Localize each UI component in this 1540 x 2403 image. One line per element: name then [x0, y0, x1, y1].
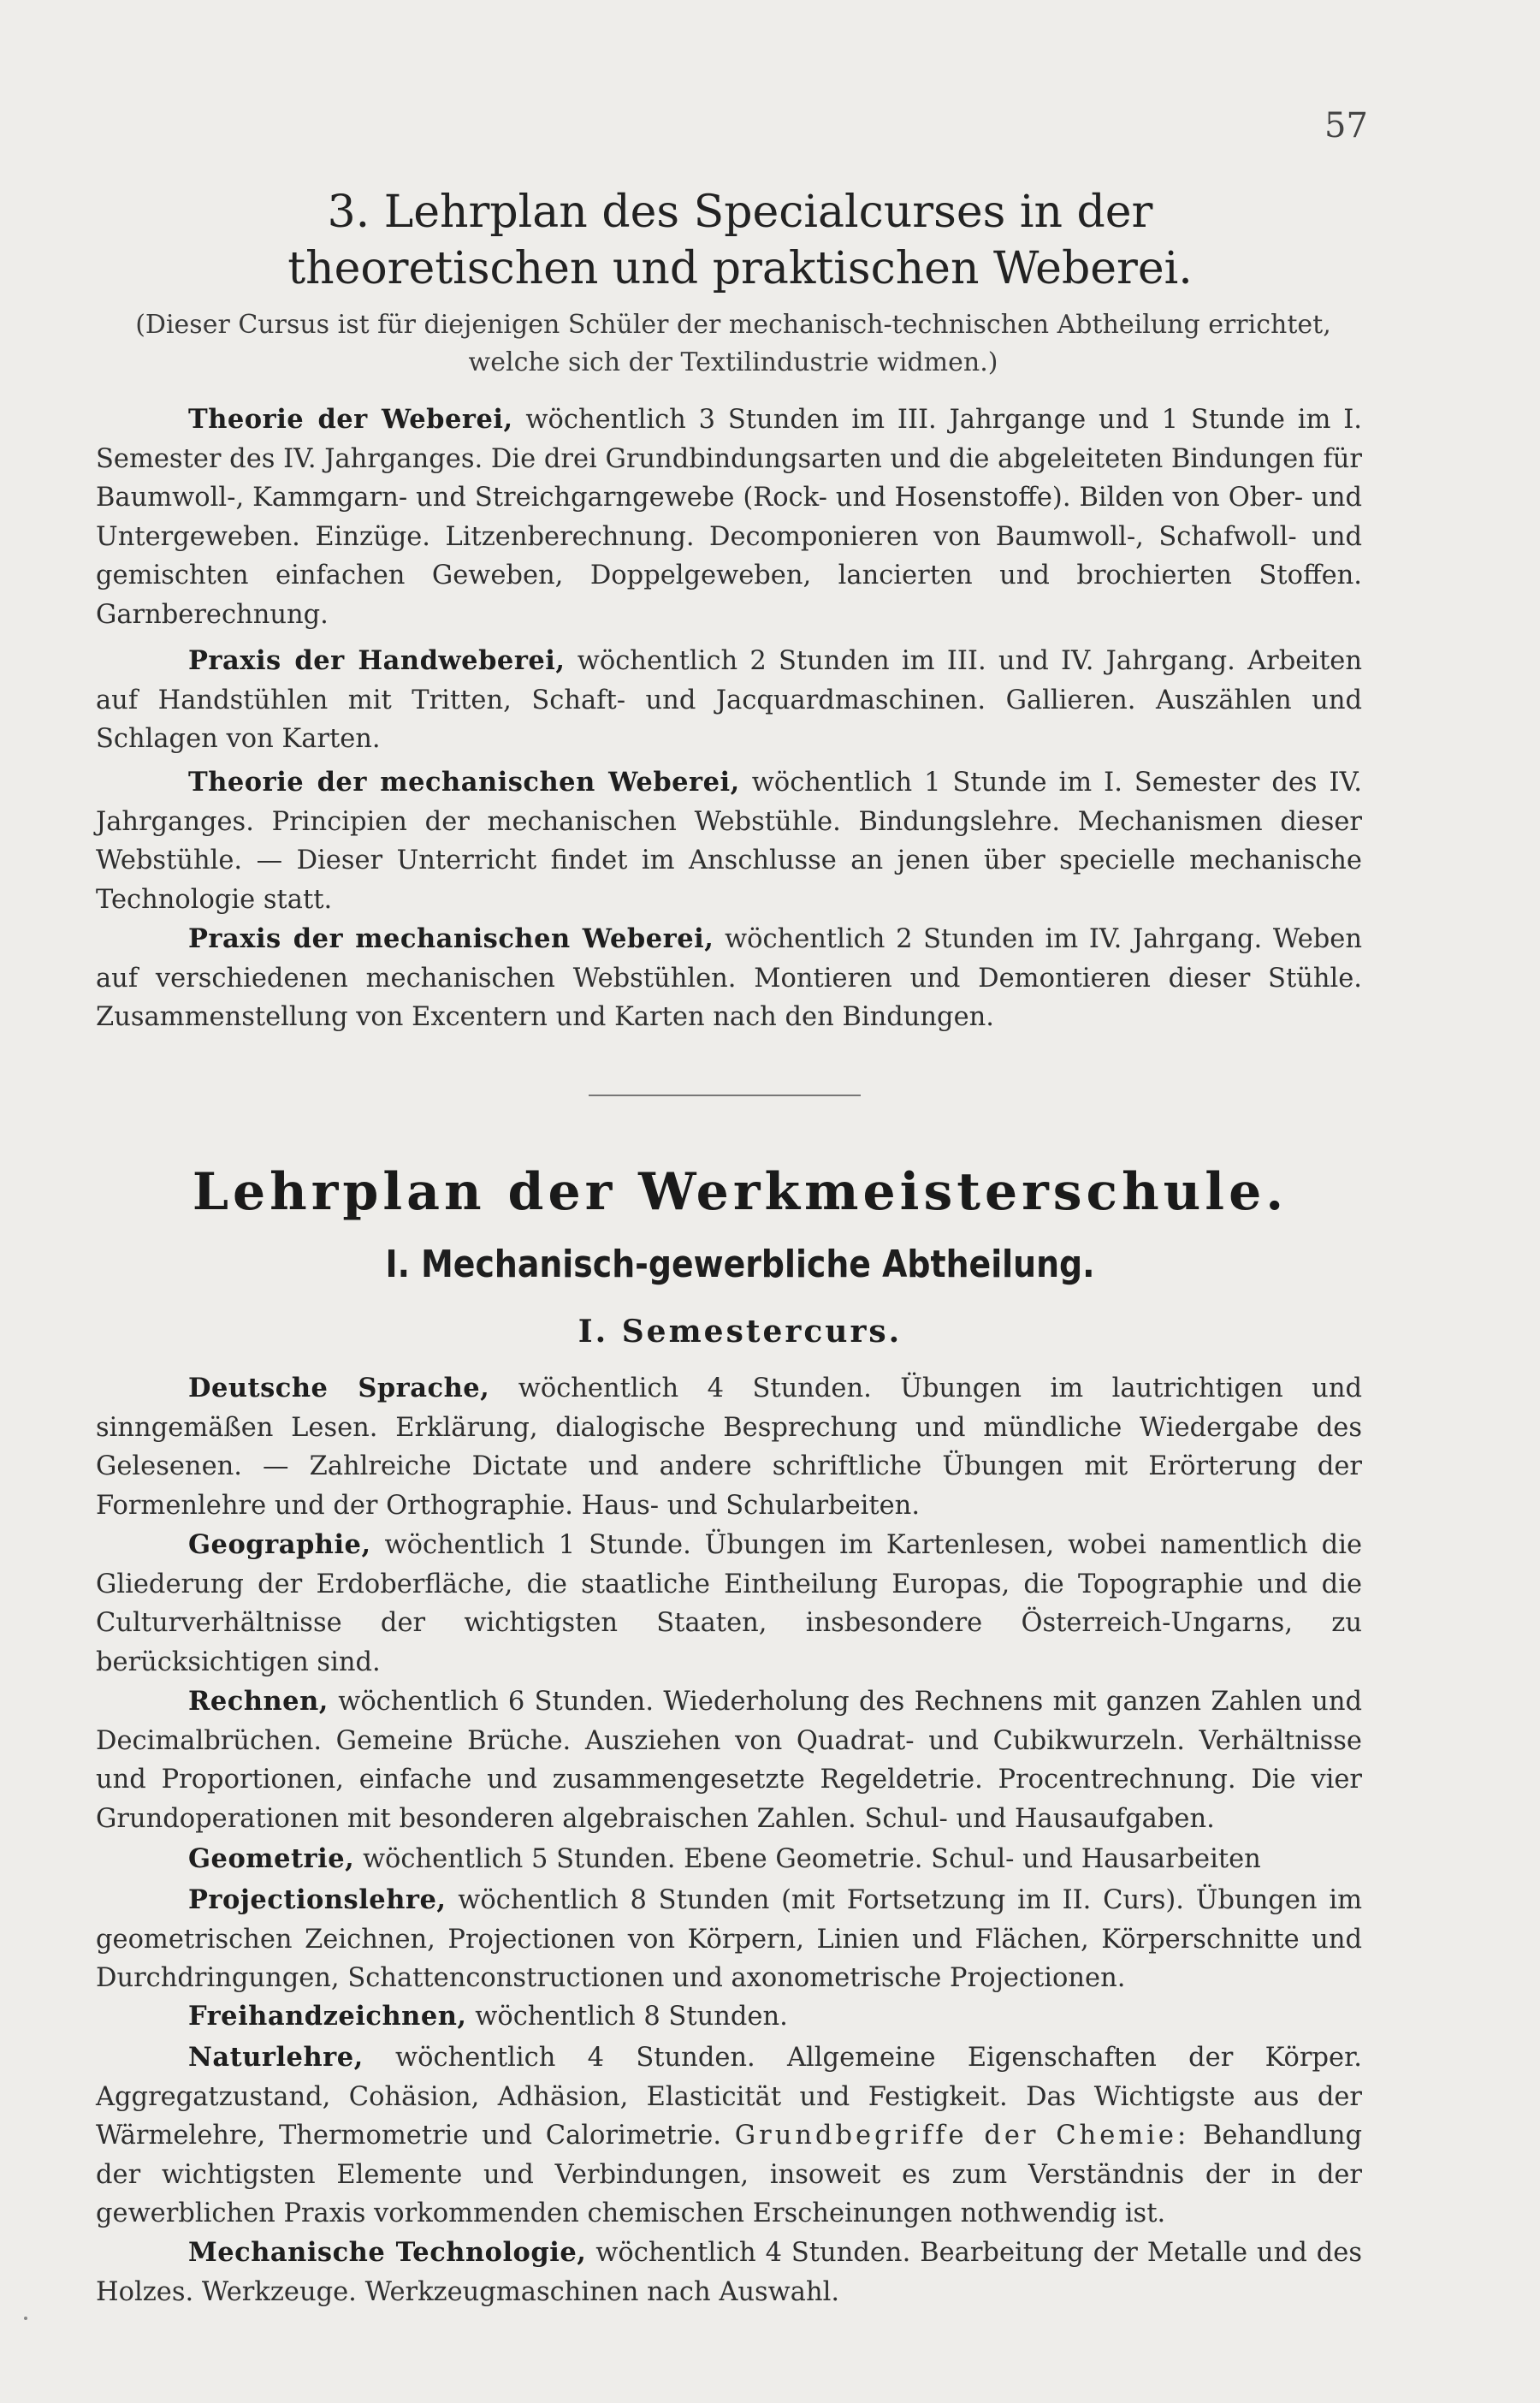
section-note: (Dieser Cursus ist für diejenigen Schüler der mechanisch-technischen Abtheilung errichtet, welche sich der Textilindustrie widmen.)	[135, 310, 1331, 377]
paragraph-heading: Praxis der Handweberei,	[188, 645, 566, 676]
paragraph-text: wöchentlich 4 Stunden. Allgemeine Eigenschaften der Körper. Aggregatzustand, Cohäsion, Adhäsion, Elasticität und Festigkeit. Das Wichtigste aus der Wärmelehre, Thermometrie und Calorimetrie.	[96, 2043, 1362, 2151]
paragraph-rechnen	[96, 1682, 1362, 1838]
paragraph-text: wöchentlich 4 Stunden. Übungen im lautrichtigen und sinngemäßen Lesen. Erklärung, dialogische Besprechung und mündliche Wiedergabe des Gelesenen. — Zahlreiche Dictate und andere schriftliche Übungen mit Erörterung der Formenlehre und der Orthographie. Haus- und Schularbeiten.	[96, 1374, 1362, 1521]
paragraph-theorie-mechanische-weberei	[96, 763, 1362, 919]
paragraph-text: wöchentlich 8 Stunden (mit Fortsetzung im II. Curs). Übungen im geometrischen Zeichnen, Projectionen von Körpern, Linien und Flächen, Körperschnitte und Durchdringungen, Schattenconstructionen und axonometrische Projectionen.	[96, 1885, 1362, 1993]
paragraph-spaced-term: Grundbegriffe der Chemie:	[734, 2121, 1190, 2151]
paragraph-geographie	[96, 1526, 1362, 1682]
section-title: 3. Lehrplan des Specialcurses in der theoretischen und praktischen Weberei.	[287, 187, 1193, 294]
page-speck	[24, 2317, 27, 2320]
paragraph-heading: Theorie der mechanischen Weberei,	[188, 767, 740, 798]
paragraph-freihandzeichnen	[96, 1997, 1362, 2037]
department-title: I. Mechanisch-gewerbliche Abtheilung.	[385, 1243, 1095, 1286]
paragraph-text: wöchentlich 1 Stunde im I. Semester des IV. Jahrganges. Principien der mechanischen Webstühle. Bindungslehre. Mechanismen dieser Webstühle. — Dieser Unterricht findet im Anschlusse an jenen über specielle mechanische Technologie statt.	[96, 768, 1362, 915]
paragraph-heading: Projectionslehre,	[188, 1884, 447, 1915]
main-title: Lehrplan der Werkmeisterschule.	[192, 1162, 1288, 1222]
paragraph-text: wöchentlich 8 Stunden.	[466, 2002, 788, 2032]
paragraph-text: wöchentlich 2 Stunden im IV. Jahrgang. Weben auf verschiedenen mechanischen Webstühlen. Montieren und Demontieren dieser Stühle. Zusammenstellung von Excentern und Karten nach den Bindungen.	[96, 924, 1362, 1032]
paragraph-text: wöchentlich 5 Stunden. Ebene Geometrie. Schul- und Hausarbeiten	[354, 1844, 1261, 1874]
paragraph-heading: Deutsche Sprache,	[188, 1373, 490, 1403]
paragraph-heading: Geometrie,	[188, 1843, 355, 1874]
paragraph-heading: Theorie der Weberei,	[188, 404, 513, 435]
paragraph-projectionslehre	[96, 1881, 1362, 1998]
section-divider	[589, 1095, 861, 1096]
paragraph-heading: Freihandzeichnen,	[188, 2001, 467, 2032]
semester-title: I. Semestercurs.	[578, 1314, 903, 1350]
paragraph-text: wöchentlich 2 Stunden im III. und IV. Jahrgang. Arbeiten auf Handstühlen mit Tritten, Schaft- und Jacquardmaschinen. Gallieren. Auszählen und Schlagen von Karten.	[96, 646, 1362, 754]
paragraph-theorie-weberei	[96, 400, 1362, 634]
paragraph-text: wöchentlich 1 Stunde. Übungen im Kartenlesen, wobei namentlich die Gliederung der Erdoberfläche, die staatliche Eintheilung Europas, die Topographie und die Culturverhältnisse der wichtigsten Staaten, insbesondere Österreich-Ungarns, zu berücksichtigen sind.	[96, 1530, 1362, 1677]
paragraph-mechanische-technologie	[96, 2234, 1362, 2311]
paragraph-heading: Rechnen,	[188, 1686, 329, 1717]
paragraph-heading: Mechanische Technologie,	[188, 2237, 587, 2268]
paragraph-heading: Naturlehre,	[188, 2042, 364, 2073]
paragraph-text: wöchentlich 3 Stunden im III. Jahrgange und 1 Stunde im I. Semester des IV. Jahrganges. Die drei Grundbindungsarten und die abgeleiteten Bindungen für Baumwoll-, Kammgarn- und Streichgarngewebe (Rock- und Hosenstoffe). Bilden von Ober- und Untergeweben. Einzüge. Litzenberechnung. Decomponieren von Baumwoll-, Schafwoll- und gemischten einfachen Geweben, Doppelgeweben, lancierten und brochierten Stoffen. Garnberechnung.	[96, 405, 1362, 630]
paragraph-text: Behandlung der wichtigsten Elemente und Verbindungen, insoweit es zum Verständnis der in der gewerblichen Praxis vorkommenden chemischen Erscheinungen nothwendig ist.	[96, 2121, 1363, 2228]
paragraph-heading: Geographie,	[188, 1529, 371, 1560]
paragraph-geometrie	[96, 1840, 1362, 1879]
paragraph-naturlehre	[96, 2038, 1362, 2234]
paragraph-text: wöchentlich 6 Stunden. Wiederholung des Rechnens mit ganzen Zahlen und Decimalbrüchen. Gemeine Brüche. Ausziehen von Quadrat- und Cubikwurzeln. Verhältnisse und Proportionen, einfache und zusammengesetzte Regeldetrie. Procentrechnung. Die vier Grundoperationen mit besonderen algebraischen Zahlen. Schul- und Hausaufgaben.	[96, 1687, 1362, 1834]
paragraph-praxis-mechanische-weberei	[96, 920, 1362, 1037]
paragraph-praxis-handweberei	[96, 642, 1362, 759]
paragraph-text: wöchentlich 4 Stunden. Bearbeitung der Metalle und des Holzes. Werkzeuge. Werkzeugmaschinen nach Auswahl.	[96, 2238, 1362, 2307]
paragraph-heading: Praxis der mechanischen Weberei,	[188, 923, 714, 954]
paragraph-deutsche-sprache	[96, 1369, 1362, 1525]
page-number: 57	[1324, 106, 1368, 145]
